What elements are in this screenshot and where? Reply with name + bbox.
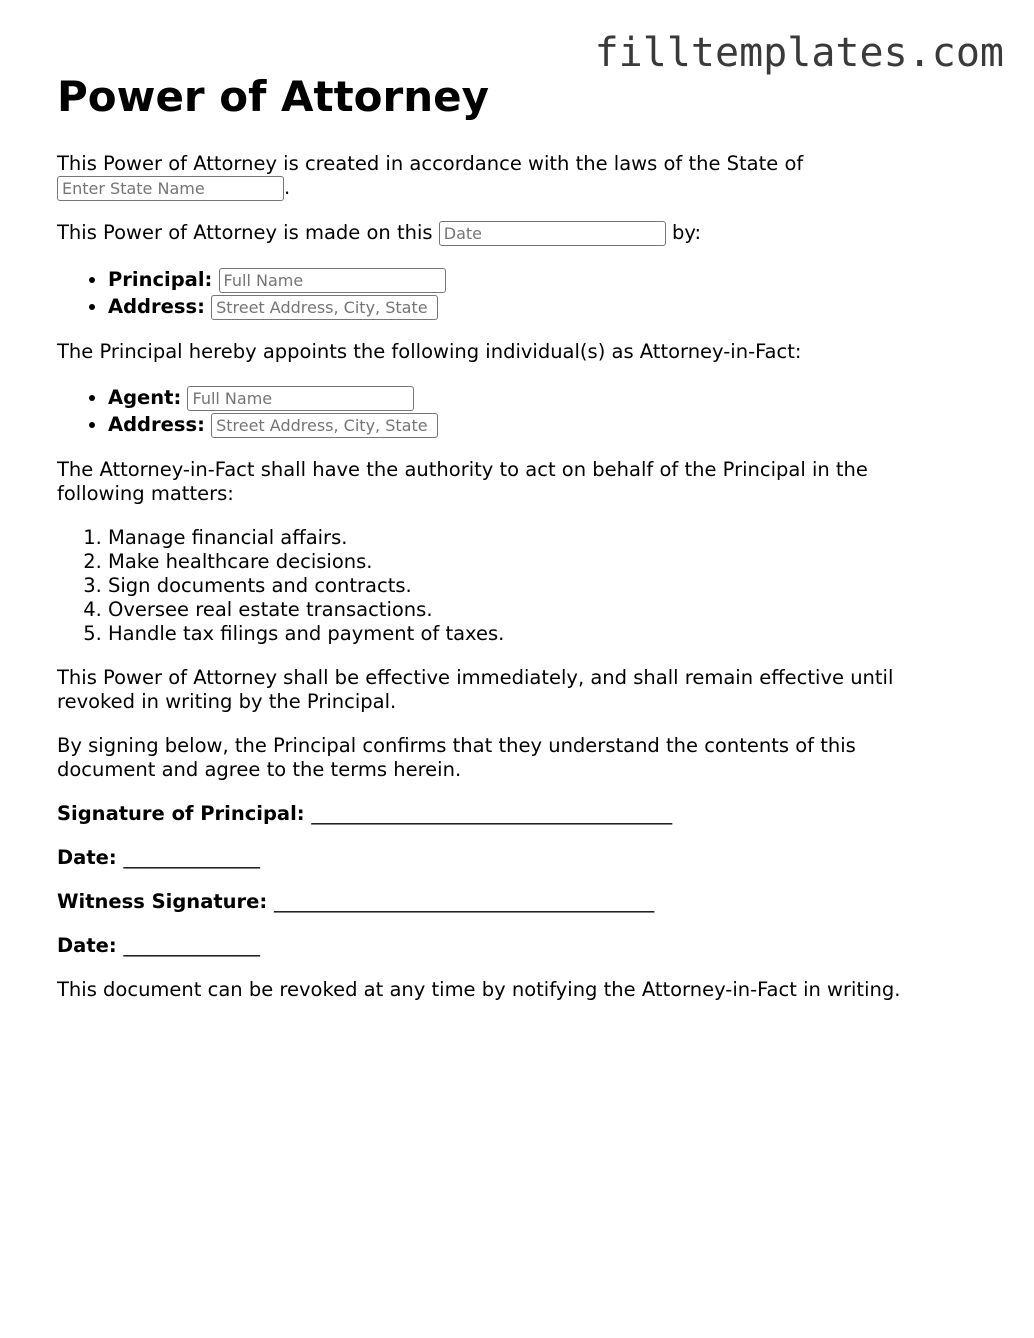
date-input[interactable]: Date <box>439 221 666 246</box>
made-on-end: by: <box>671 221 702 244</box>
intro-end: . <box>284 176 291 199</box>
principal-label: Principal: <box>108 268 213 291</box>
list-item <box>108 266 957 293</box>
effective-paragraph: This Power of Attorney shall be effective immediately, and shall remain effective until revoked in writing by the Principal. <box>57 666 894 713</box>
agent-label: Agent: <box>108 386 182 409</box>
list-item <box>108 384 957 411</box>
page-title: Power of Attorney <box>57 72 489 121</box>
principal-address-input[interactable]: Street Address, City, State <box>211 295 438 320</box>
agent-address-label: Address: <box>108 413 205 436</box>
state-name-input[interactable]: Enter State Name <box>57 176 284 201</box>
signing-paragraph: By signing below, the Principal confirms that they understand the contents of this document and agree to the terms herein. <box>57 734 856 781</box>
authority-paragraph: The Attorney-in-Fact shall have the authority to act on behalf of the Principal in the following matters: <box>57 458 868 505</box>
made-on-paragraph <box>57 221 957 246</box>
witness-signature-line <box>57 890 957 914</box>
principal-signature-blank[interactable]: _____________________________________ <box>311 802 673 825</box>
list-item <box>108 411 957 438</box>
agent-address-input[interactable]: Street Address, City, State <box>211 413 438 438</box>
witness-signature-label: Witness Signature: <box>57 890 268 913</box>
principal-list <box>57 266 957 320</box>
witness-date-blank[interactable]: ______________ <box>123 934 260 957</box>
document-body <box>57 72 957 1022</box>
intro-text: This Power of Attorney is created in accordance with the laws of the State of <box>57 152 804 175</box>
list-item <box>108 293 957 320</box>
agent-name-input[interactable]: Full Name <box>187 386 414 411</box>
principal-name-input[interactable]: Full Name <box>219 268 446 293</box>
power-item: 4. Oversee real estate transactions. <box>108 598 957 622</box>
watermark: filltemplates.com <box>594 30 1004 76</box>
revoke-paragraph: This document can be revoked at any time by notifying the Attorney-in-Fact in writing. <box>57 978 901 1001</box>
witness-date-label: Date: <box>57 934 117 957</box>
witness-date-line <box>57 934 957 958</box>
witness-signature-blank[interactable]: _______________________________________ <box>274 890 655 913</box>
appoints-paragraph: The Principal hereby appoints the following individual(s) as Attorney-in-Fact: <box>57 340 802 363</box>
principal-signature-line <box>57 802 957 826</box>
powers-list <box>57 526 957 646</box>
principal-address-label: Address: <box>108 295 205 318</box>
made-on-text: This Power of Attorney is made on this <box>57 221 433 244</box>
agent-list <box>57 384 957 438</box>
principal-signature-label: Signature of Principal: <box>57 802 305 825</box>
intro-paragraph <box>57 152 957 201</box>
power-item: 2. Make healthcare decisions. <box>108 550 957 574</box>
power-item: 3. Sign documents and contracts. <box>108 574 957 598</box>
principal-date-blank[interactable]: ______________ <box>123 846 260 869</box>
principal-date-line <box>57 846 957 870</box>
power-item: 1. Manage financial affairs. <box>108 526 957 550</box>
principal-date-label: Date: <box>57 846 117 869</box>
power-item: 5. Handle tax filings and payment of taxes. <box>108 622 957 646</box>
